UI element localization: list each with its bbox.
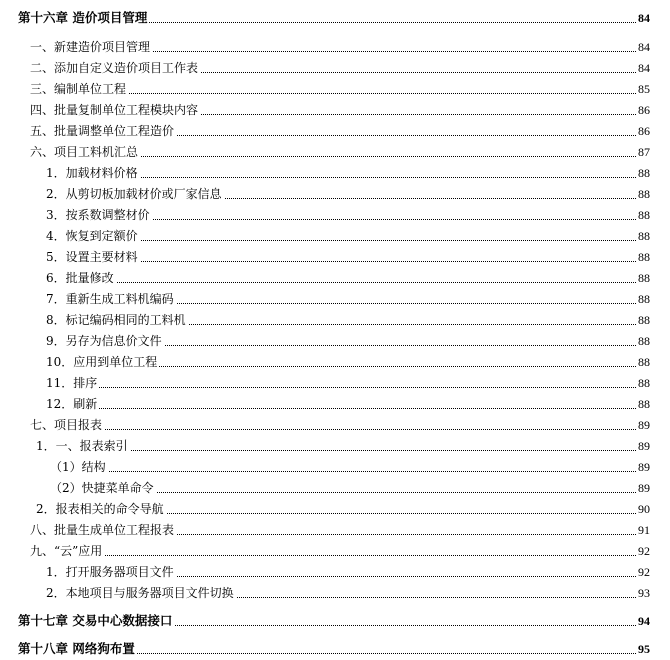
toc-entry-title: 11．排序	[46, 373, 99, 393]
toc-page-number: 89	[637, 457, 650, 477]
toc-entry-title: 1．一、报表索引	[36, 436, 130, 456]
toc-entry[interactable]	[0, 268, 670, 288]
toc-entry-title: 第十八章 网络狗布置	[18, 639, 137, 659]
toc-page-number: 88	[637, 331, 650, 351]
toc-entry-title: 3．按系数调整材价	[46, 205, 152, 225]
toc-entry[interactable]	[0, 373, 670, 393]
toc-page-number: 88	[637, 184, 650, 204]
toc-page-number: 84	[637, 8, 650, 28]
toc-entry[interactable]	[0, 541, 670, 561]
toc-entry-title: 第十六章 造价项目管理	[18, 8, 149, 28]
toc-entry-title: 9．另存为信息价文件	[46, 331, 164, 351]
toc-entry[interactable]	[0, 121, 670, 141]
dot-leader	[30, 541, 636, 556]
toc-page-number: 88	[637, 268, 650, 288]
toc-entry-title: 一、新建造价项目管理	[30, 37, 152, 57]
toc-page-number: 92	[637, 541, 650, 561]
toc-entry[interactable]	[0, 247, 670, 267]
toc-entry[interactable]	[0, 289, 670, 309]
dot-leader	[46, 373, 636, 388]
toc-page-number: 93	[637, 583, 650, 603]
toc-page-number: 86	[637, 100, 650, 120]
toc-entry[interactable]	[0, 205, 670, 225]
toc-page-number: 88	[637, 373, 650, 393]
dot-leader	[30, 415, 636, 430]
toc-entry[interactable]	[0, 100, 670, 120]
toc-entry-title: 4．恢复到定额价	[46, 226, 140, 246]
toc-page-number: 88	[637, 289, 650, 309]
dot-leader	[46, 268, 636, 283]
toc-entry-title: 12．刷新	[46, 394, 99, 414]
toc-entry-title: 八、批量生成单位工程报表	[30, 520, 176, 540]
toc-entry-title: 7．重新生成工料机编码	[46, 289, 176, 309]
toc-page-number: 90	[637, 499, 650, 519]
toc-page-number: 95	[637, 639, 650, 659]
toc-entry[interactable]	[0, 520, 670, 540]
toc-entry-title: 2．本地项目与服务器项目文件切换	[46, 583, 236, 603]
toc-entry[interactable]	[0, 352, 670, 372]
toc-chapter-entry[interactable]	[0, 611, 670, 631]
toc-page-number: 88	[637, 394, 650, 414]
toc-entry[interactable]	[0, 436, 670, 456]
toc-page-number: 91	[637, 520, 650, 540]
toc-entry[interactable]	[0, 79, 670, 99]
toc-entry-title: （2）快捷菜单命令	[50, 478, 156, 498]
toc-entry[interactable]	[0, 142, 670, 162]
toc-entry[interactable]	[0, 331, 670, 351]
toc-page-number: 92	[637, 562, 650, 582]
toc-entry[interactable]	[0, 310, 670, 330]
toc-entry[interactable]	[0, 37, 670, 57]
toc-entry[interactable]	[0, 478, 670, 498]
toc-entry-title: 七、项目报表	[30, 415, 104, 435]
toc-entry[interactable]	[0, 562, 670, 582]
dot-leader	[50, 457, 636, 472]
toc-entry[interactable]	[0, 583, 670, 603]
toc-entry-title: 2．从剪切板加载材价或厂家信息	[46, 184, 224, 204]
toc-entry-title: 二、添加自定义造价项目工作表	[30, 58, 200, 78]
toc-entry-title: 三、编制单位工程	[30, 79, 128, 99]
toc-page-number: 89	[637, 415, 650, 435]
toc-page-number: 88	[637, 352, 650, 372]
toc-entry[interactable]	[0, 499, 670, 519]
toc-entry[interactable]	[0, 457, 670, 477]
toc-entry-title: 四、批量复制单位工程模块内容	[30, 100, 200, 120]
toc-page-number: 87	[637, 142, 650, 162]
toc-page-number: 89	[637, 478, 650, 498]
toc-entry[interactable]	[0, 226, 670, 246]
toc-entry-title: 1．打开服务器项目文件	[46, 562, 176, 582]
toc-entry-title: 六、项目工料机汇总	[30, 142, 140, 162]
toc-entry-title: 1．加载材料价格	[46, 163, 140, 183]
toc-entry-title: 第十七章 交易中心数据接口	[18, 611, 174, 631]
dot-leader	[46, 394, 636, 409]
toc-entry[interactable]	[0, 394, 670, 414]
toc-entry[interactable]	[0, 415, 670, 435]
toc-page-number: 84	[637, 37, 650, 57]
toc-entry-title: （1）结构	[50, 457, 108, 477]
toc-entry-title: 6．批量修改	[46, 268, 116, 288]
toc-page-number: 86	[637, 121, 650, 141]
toc-entry[interactable]	[0, 163, 670, 183]
toc-page-number: 88	[637, 205, 650, 225]
toc-entry-title: 2．报表相关的命令导航	[36, 499, 166, 519]
toc-page-number: 88	[637, 310, 650, 330]
toc-entry[interactable]	[0, 58, 670, 78]
toc-entry-title: 5．设置主要材料	[46, 247, 140, 267]
toc-chapter-entry[interactable]	[0, 639, 670, 659]
toc-page-number: 88	[637, 247, 650, 267]
toc-page-number: 85	[637, 79, 650, 99]
toc-entry-title: 8．标记编码相同的工料机	[46, 310, 188, 330]
toc-page-number: 88	[637, 163, 650, 183]
toc-entry-title: 10．应用到单位工程	[46, 352, 159, 372]
toc-entry-title: 九、“云”应用	[30, 541, 104, 561]
toc-entry[interactable]	[0, 184, 670, 204]
toc-page-number: 89	[637, 436, 650, 456]
toc-page-number: 88	[637, 226, 650, 246]
toc-chapter-entry[interactable]	[0, 8, 670, 28]
toc-entry-title: 五、批量调整单位工程造价	[30, 121, 176, 141]
toc-page-number: 94	[637, 611, 650, 631]
toc-page-number: 84	[637, 58, 650, 78]
